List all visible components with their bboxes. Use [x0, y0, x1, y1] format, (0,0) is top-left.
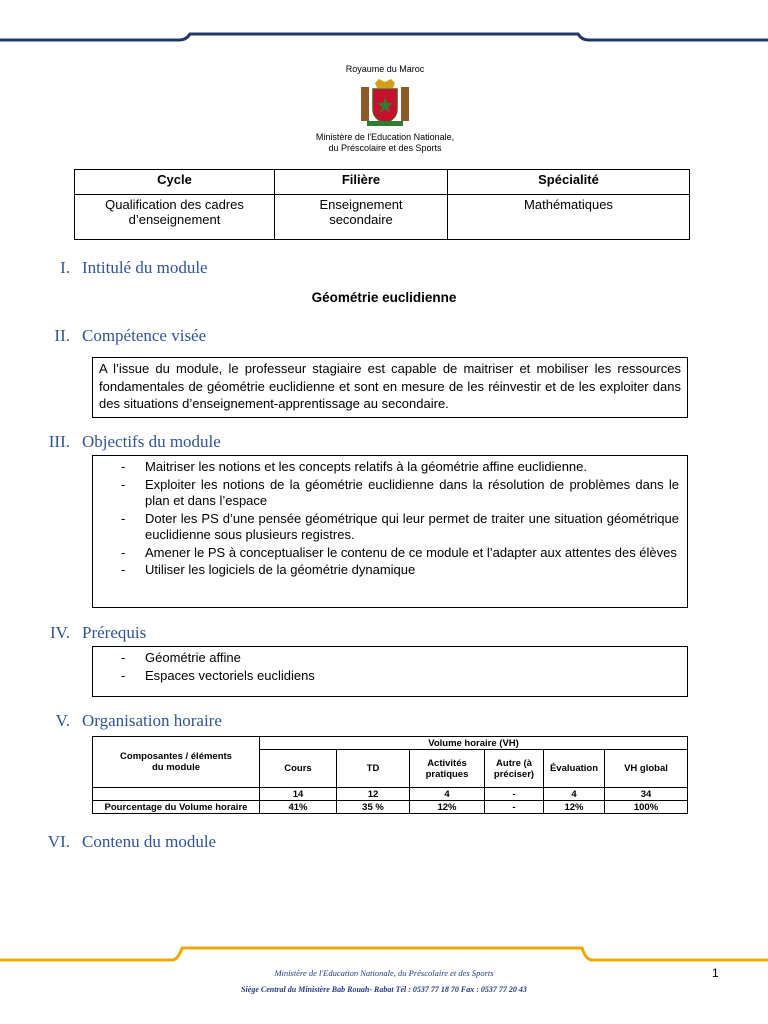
objectives-list [93, 456, 687, 579]
specialite-value: Mathématiques [448, 195, 690, 240]
prerequisites-box [92, 646, 688, 697]
ministry-header [300, 64, 470, 154]
objectives-box [92, 455, 688, 608]
header-cycle: Cycle [75, 170, 275, 195]
ministry-line-1: Ministère de l'Education Nationale, [315, 132, 455, 142]
list-item: - Amener le PS à conceptualiser le contenu de ce module et l’adapter aux attentes des élèves [121, 544, 677, 560]
table-cell: 34 [605, 788, 688, 801]
schedule-table [92, 736, 688, 814]
footer-address: Siège Central du Ministère Bab Rouah- Rabat Tél : 0537 77 18 70 Fax : 0537 77 20 43 [241, 985, 527, 994]
col-evaluation: Évaluation [544, 750, 605, 788]
list-item: - Utiliser les logiciels de la géométrie dynamique [121, 562, 416, 577]
table-cell: 41% [260, 801, 337, 814]
table-cell: 12 [337, 788, 410, 801]
footer-ministry: Ministère de l'Education Nationale, du Préscolaire et des Sports [274, 968, 494, 978]
info-table [74, 169, 690, 240]
table-cell: - [485, 788, 544, 801]
filiere-value: Enseignement secondaire [275, 195, 448, 240]
col-vh-global: VH global [605, 750, 688, 788]
table-cell: 4 [544, 788, 605, 801]
header-rule [0, 28, 768, 52]
table-cell: 4 [410, 788, 485, 801]
col-autre: Autre (à préciser) [485, 750, 544, 788]
list-item: - Maitriser les notions et les concepts relatifs à la géométrie affine euclidienne. [121, 459, 587, 474]
table-cell: - [485, 801, 544, 814]
list-item: - Espaces vectoriels euclidiens [121, 667, 315, 683]
competence-text: A l’issue du module, le professeur stagiaire est capable de maitriser et mobiliser les ressources fondamentales de géométrie euclidienne et sont en mesure de les réinvestir et de les exploiter dans des situations d’enseignement-apprentissage au secondaire. [99, 361, 681, 411]
page-number: 1 [712, 966, 719, 980]
col-cours: Cours [260, 750, 337, 788]
prerequisites-list [93, 647, 687, 684]
module-title: Géométrie euclidienne [311, 290, 457, 305]
competence-box [92, 357, 688, 418]
col-td: TD [337, 750, 410, 788]
percent-label: Pourcentage du Volume horaire [93, 801, 260, 814]
header-specialite: Spécialité [448, 170, 690, 195]
header-filiere: Filière [275, 170, 448, 195]
kingdom-label: Royaume du Maroc [345, 64, 425, 74]
list-item: - Exploiter les notions de la géométrie euclidienne dans la résolution de problèmes dans le plan et dans l’espace [121, 476, 679, 508]
components-header: Composantes / éléments du module [93, 737, 260, 788]
cycle-value: Qualification des cadres d’enseignement [75, 195, 275, 240]
footer-rule [0, 940, 768, 964]
list-item: - Doter les PS d’une pensée géométrique qui leur permet de traiter une situation géométrique euclidienne sous plusieurs registres. [121, 510, 679, 542]
table-cell: 12% [544, 801, 605, 814]
list-item: - Géométrie affine [121, 650, 241, 665]
table-cell: 35 % [337, 801, 410, 814]
coat-of-arms-icon [359, 77, 411, 129]
table-cell: 14 [260, 788, 337, 801]
volume-header: Volume horaire (VH) [260, 737, 688, 750]
col-activites: Activités pratiques [410, 750, 485, 788]
table-cell: 12% [410, 801, 485, 814]
table-cell: 100% [605, 801, 688, 814]
empty-cell [93, 788, 260, 801]
ministry-line-2: du Préscolaire et des Sports [328, 143, 442, 153]
